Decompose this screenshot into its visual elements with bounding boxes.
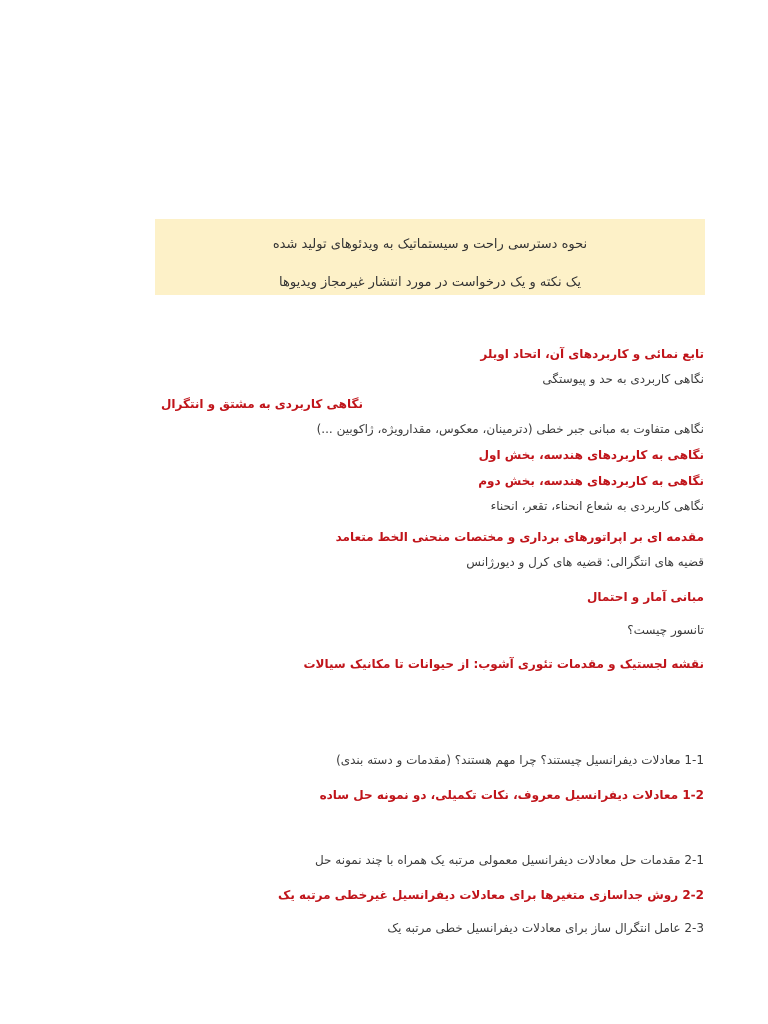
notice-link-access-videos[interactable]: نحوه دسترسی راحت و سیستماتیک به ویدئوهای تولید شده <box>272 237 588 252</box>
lesson-1-2[interactable]: 1-2 معادلات دیفرانسیل معروف، نکات تکمیلی، دو نمونه حل ساده <box>319 788 704 802</box>
link-limit-continuity[interactable]: نگاهی کاربردی به حد و پیوستگی <box>542 372 704 386</box>
link-vector-operators[interactable]: مقدمه ای بر اپراتورهای برداری و مختصات منحنی الخط متعامد <box>335 530 704 544</box>
link-curvature[interactable]: نگاهی کاربردی به شعاع انحناء، تقعر، انحناء <box>490 499 704 513</box>
link-derivative-integral[interactable]: نگاهی کاربردی به مشتق و انتگرال <box>161 397 363 411</box>
notice-box <box>155 219 705 295</box>
lesson-1-1[interactable]: 1-1 معادلات دیفرانسیل چیستند؟ چرا مهم هستند؟ (مقدمات و دسته بندی) <box>336 753 704 767</box>
link-tensor[interactable]: تانسور چیست؟ <box>627 623 704 637</box>
link-integral-theorems[interactable]: قضیه های انتگرالی: قضیه های کرل و دیورژانس <box>466 555 704 569</box>
link-exponential-function[interactable]: تابع نمائی و کاربردهای آن، اتحاد اویلر <box>480 347 704 361</box>
notice-link-unauthorized-publishing[interactable]: یک نکته و یک درخواست در مورد انتشار غیرمجاز ویدیوها <box>279 275 581 290</box>
link-logistic-map-chaos[interactable]: نقشه لجستیک و مقدمات تئوری آشوب: از حیوانات تا مکانیک سیالات <box>303 657 704 671</box>
lesson-2-2[interactable]: 2-2 روش جداسازی متغیرها برای معادلات دیفرانسیل غیرخطی مرتبه یک <box>278 888 704 902</box>
link-geometry-part-1[interactable]: نگاهی به کاربردهای هندسه، بخش اول <box>478 448 704 462</box>
link-statistics-probability[interactable]: مبانی آمار و احتمال <box>586 590 704 604</box>
lesson-2-1[interactable]: 2-1 مقدمات حل معادلات دیفرانسیل معمولی مرتبه یک همراه با چند نمونه حل <box>314 853 704 867</box>
link-geometry-part-2[interactable]: نگاهی به کاربردهای هندسه، بخش دوم <box>478 474 704 488</box>
link-linear-algebra[interactable]: نگاهی متفاوت به مبانی جبر خطی (دترمینان، معکوس، مقدارویژه، ژاکوبین ...) <box>316 422 704 436</box>
lesson-2-3[interactable]: 2-3 عامل انتگرال ساز برای معادلات دیفرانسیل خطی مرتبه یک <box>387 921 704 935</box>
